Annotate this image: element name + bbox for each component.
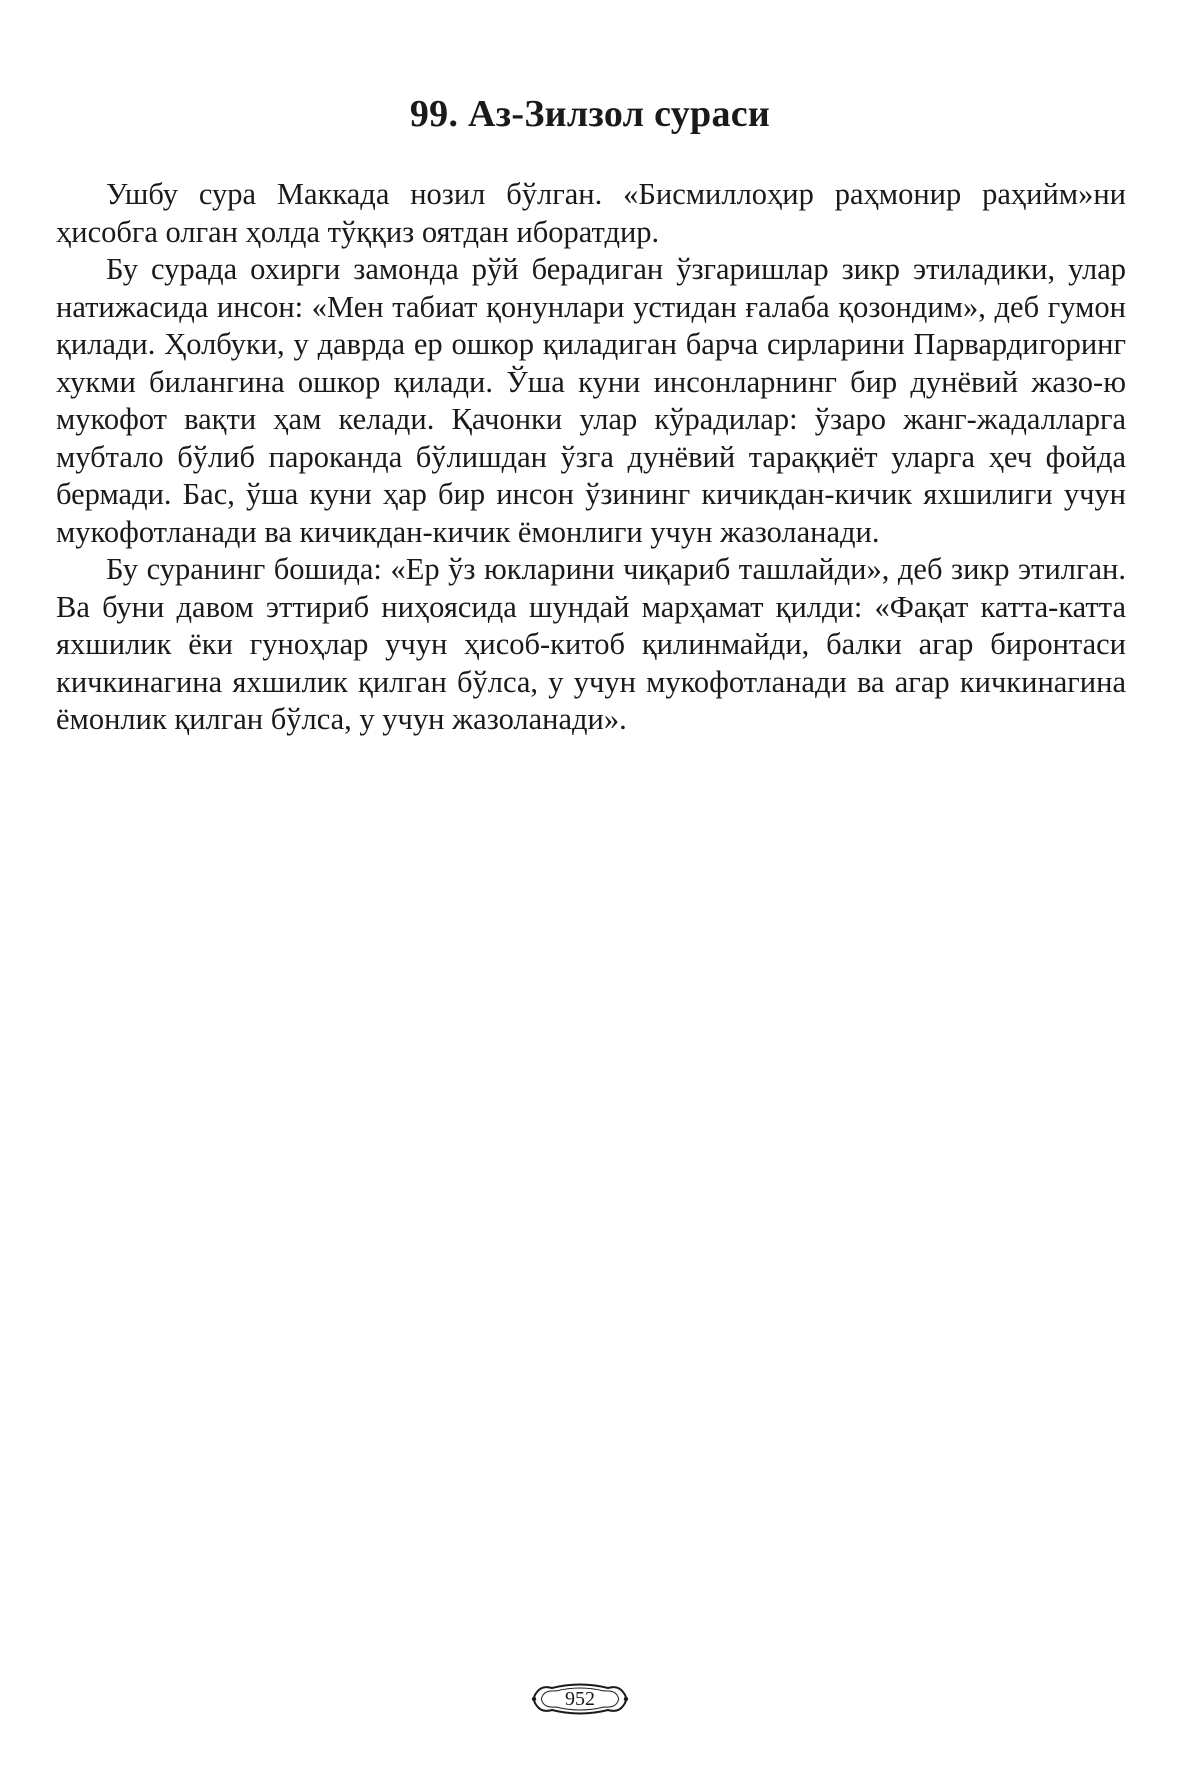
paragraph-2: Бу сурада охирги замонда рўй берадиган ўзгаришлар зикр этиладики, улар натижасида инсон: «Мен табиат қонунлари устидан ғалаба қозондим», деб гумон қилади. Ҳолбуки, у даврда ер ошкор қиладиган барча сирларини Парвардигоринг хукми билангина ошкор қилади. Ўша куни инсонларнинг бир дунёвий жазо-ю мукофот вақти ҳам келади. Қачонки улар кўрадилар: ўзаро жанг-жадалларга мубтало бўлиб пароканда бўлишдан ўзга дунёвий тараққиёт уларга ҳеч фойда бермади. Бас, ўша куни ҳар бир инсон ўзининг кичикдан-кичик яхшилиги учун мукофотланади ва кичикдан-кичик ёмонлиги учун жазоланади.	[56, 252, 1126, 549]
paragraph-1: Ушбу сура Маккада нозил бўлган. «Бисмиллоҳир раҳмонир раҳийм»ни ҳисобга олган ҳолда тўққиз оятдан иборатдир.	[56, 177, 1126, 249]
paragraph-3: Бу суранинг бошида: «Ер ўз юкларини чиқариб ташлайди», деб зикр этилган. Ва буни давом эттириб ниҳоясида шундай марҳамат қилди: «Фақат катта-катта яхшилик ёки гуноҳлар учун ҳисоб-китоб қилинмайди, балки агар биронтаси кичкинагина яхшилик қилган бўлса, у учун мукофотланади ва агар кичкинагина ёмонлик қилган бўлса, у учун жазоланади».	[56, 552, 1126, 736]
page-number-footer	[530, 1682, 630, 1716]
body-text	[56, 176, 1126, 739]
page-number: 952	[565, 1688, 595, 1710]
page-title: 99. Аз-Зилзол сураси	[409, 93, 771, 135]
